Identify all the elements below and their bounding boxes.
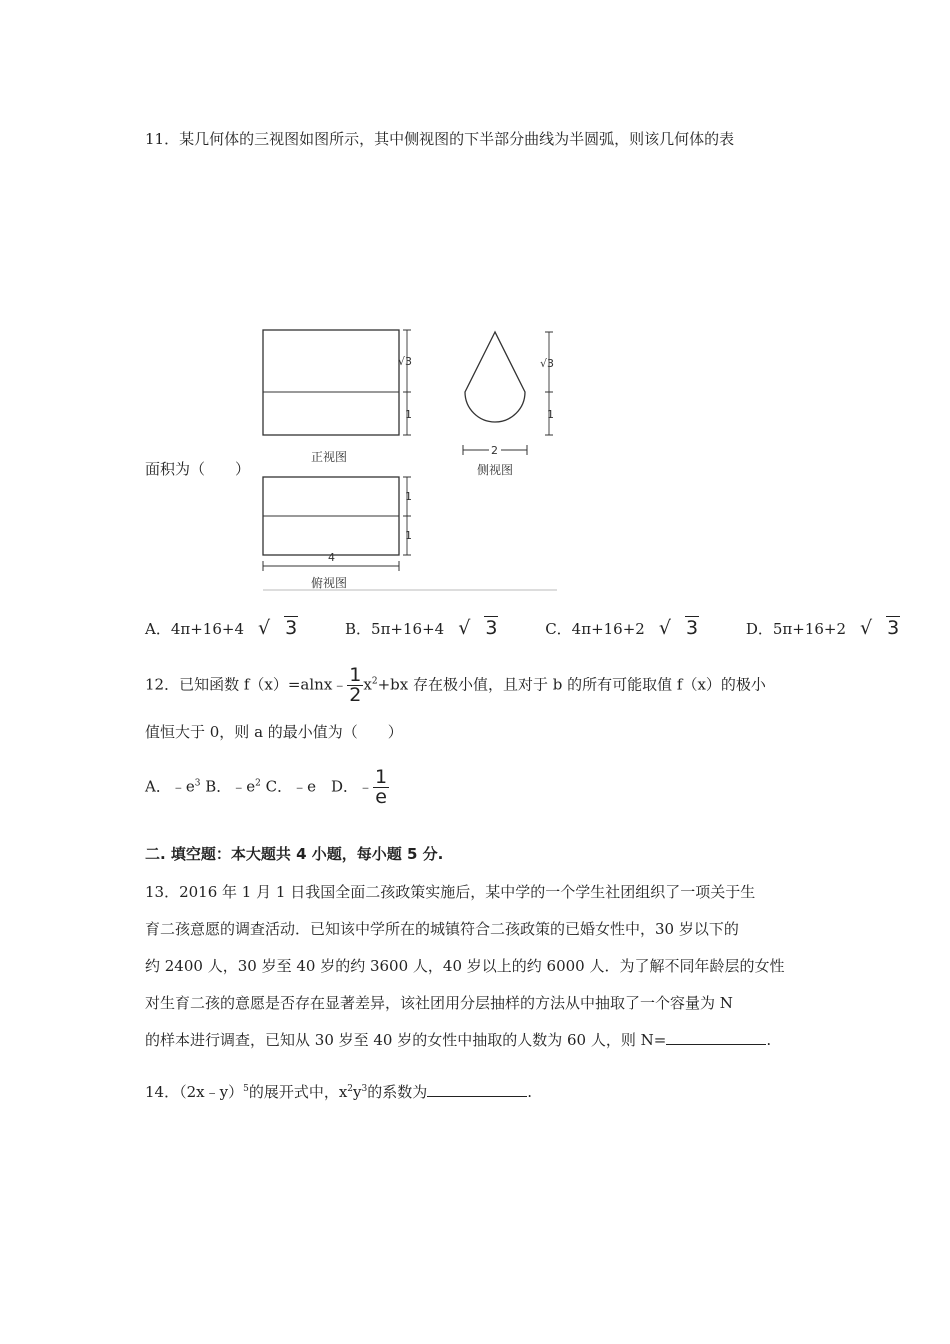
question-13-line2: 育二孩意愿的调查活动．已知该中学所在的城镇符合二孩政策的已婚女性中，30 岁以下的 xyxy=(145,920,739,938)
top-view-label: 俯视图 xyxy=(311,576,348,590)
fraction-one-over-e: $\frac{1}{e}$ xyxy=(375,766,388,808)
side-dim-1: 1 xyxy=(547,408,554,421)
three-view-drawing xyxy=(255,325,565,595)
front-dim-sqrt3: √3 xyxy=(398,355,413,368)
side-view-shape xyxy=(465,332,525,422)
top-dim-1b: 1 xyxy=(405,529,412,542)
sqrt-icon: √ 3 xyxy=(258,617,298,639)
fraction-half: $\frac{1}{2}$ xyxy=(349,664,362,706)
front-view-label: 正视图 xyxy=(311,450,348,464)
side-view-label: 侧视图 xyxy=(477,463,514,477)
sqrt-icon: √ 3 xyxy=(658,617,699,639)
side-dim-2: 2 xyxy=(491,444,498,457)
sqrt-icon: √ 3 xyxy=(458,617,498,639)
question-12-choices: A．$﹣e^3$ B．$﹣e^2$ C．﹣e D．﹣ $\frac{1}{e}$ xyxy=(145,766,388,808)
question-13-line5: 的样本进行调查，已知从 30 岁至 40 岁的女性中抽取的人数为 60 人，则 N= . xyxy=(145,1022,815,1059)
question-12-line2: 值恒大于 0，则 a 的最小值为（ ） xyxy=(145,723,403,741)
choice-11-b: B．5π+16+4 √ 3 xyxy=(345,620,526,638)
question-11-line2: 面积为（ ） xyxy=(145,460,251,478)
question-11-choices xyxy=(145,617,942,639)
top-dim-4: 4 xyxy=(328,551,335,564)
answer-blank-14[interactable] xyxy=(427,1080,527,1097)
question-11-line1: 11．某几何体的三视图如图所示，其中侧视图的下半部分曲线为半圆弧，则该几何体的表 xyxy=(145,130,735,148)
choice-11-d: D．5π+16+2 √ 3 xyxy=(746,620,928,638)
three-view-figure xyxy=(255,325,565,595)
question-13-line3: 约 2400 人，30 岁至 40 岁的约 3600 人，40 岁以上的约 6000 人．为了解不同年龄层的女性 xyxy=(145,957,785,975)
side-dim-sqrt3: √3 xyxy=(540,357,555,370)
question-14: 14．（2x﹣y）$^5$的展开式中，$x^2y^3$的系数为 . xyxy=(145,1080,532,1102)
question-12-line1: 12．已知函数 f（x）=alnx﹣ $\frac{1}{2}$ $x^2+bx$ 存在极小值，且对于 b 的所有可能取值 f（x）的极小 xyxy=(145,664,766,706)
section-2-heading: 二. 填空题：本大题共 4 小题，每小题 5 分. xyxy=(145,845,444,863)
front-dim-1: 1 xyxy=(405,408,412,421)
choice-11-a: A．4π+16+4 √ 3 xyxy=(145,620,326,638)
top-dim-1a: 1 xyxy=(405,490,412,503)
sqrt-icon: √ 3 xyxy=(860,617,900,639)
question-13-line1: 13．2016 年 1 月 1 日我国全面二孩政策实施后，某中学的一个学生社团组织了一项关于生 xyxy=(145,883,756,901)
answer-blank-13[interactable] xyxy=(666,1028,766,1045)
question-13-line4: 对生育二孩的意愿是否存在显著差异，该社团用分层抽样的方法从中抽取了一个容量为 N xyxy=(145,994,733,1012)
front-view-rect xyxy=(263,330,399,435)
choice-11-c: C．4π+16+2 √ 3 xyxy=(545,620,727,638)
